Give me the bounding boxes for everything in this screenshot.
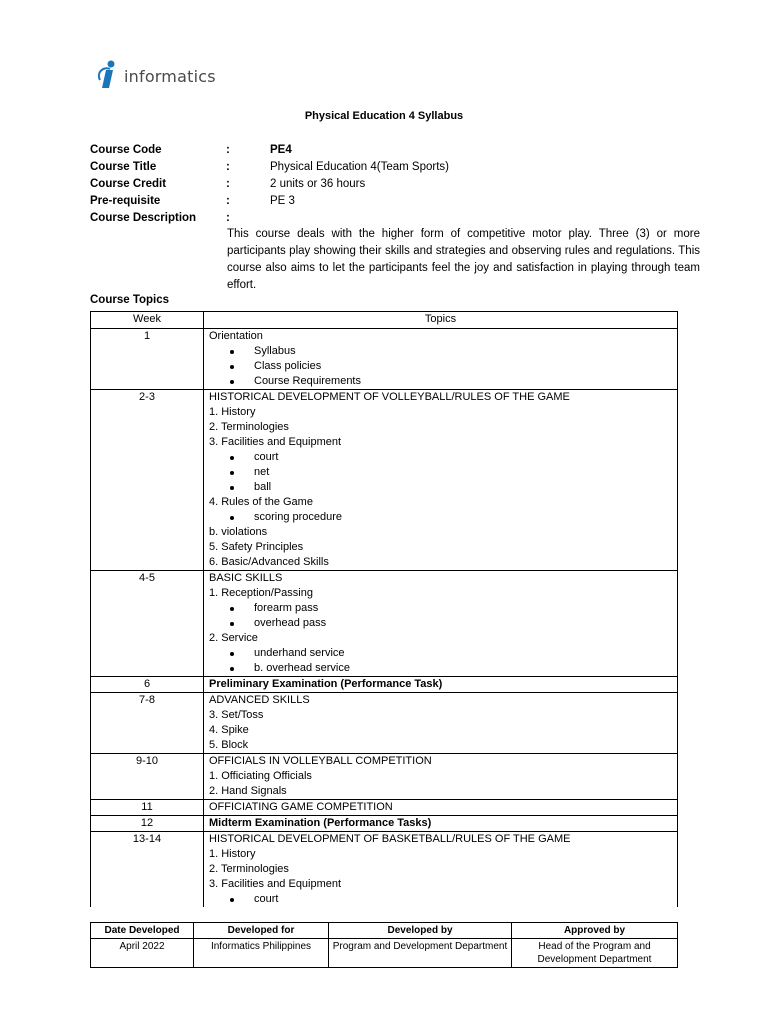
bullet-item: Course Requirements: [209, 374, 672, 389]
topic-line: 5. Block: [209, 739, 249, 751]
topic-line: OFFICIALS IN VOLLEYBALL COMPETITION: [209, 755, 432, 767]
footer-value-row: [91, 939, 678, 968]
topic-line: 1. Officiating Officials: [209, 770, 312, 782]
topic-line: ADVANCED SKILLS: [209, 694, 310, 706]
topics-cell: [204, 800, 678, 816]
course-info-colon: :: [226, 144, 230, 156]
week-cell: 2-3: [91, 390, 204, 571]
logo-mark-icon: [96, 60, 122, 90]
topics-header: Topics: [204, 312, 678, 329]
course-info-colon: :: [226, 161, 230, 173]
footer-header-approved: Approved by: [512, 923, 678, 939]
logo-text: informatics: [124, 67, 216, 86]
table-row: [91, 329, 678, 390]
course-topics-label: Course Topics: [90, 294, 170, 306]
topic-line: BASIC SKILLS: [209, 572, 283, 584]
topic-line: Preliminary Examination (Performance Task): [209, 678, 443, 690]
week-cell: 7-8: [91, 693, 204, 754]
week-header: Week: [91, 312, 204, 329]
topic-line: 1. History: [209, 406, 256, 418]
topic-line: HISTORICAL DEVELOPMENT OF VOLLEYBALL/RULES OF THE GAME: [209, 391, 570, 403]
course-topics-table: [90, 311, 678, 907]
course-info-label: Pre-requisite: [90, 195, 161, 207]
document-footer-table: [90, 922, 678, 968]
course-info-label: Course Description: [90, 212, 197, 224]
week-cell: 12: [91, 816, 204, 832]
topic-line: 2. Terminologies: [209, 421, 289, 433]
topics-cell: [204, 832, 678, 908]
footer-header-row: [91, 923, 678, 939]
table-row: [91, 800, 678, 816]
course-info-colon: :: [226, 178, 230, 190]
bullet-item: Syllabus: [209, 344, 672, 359]
topic-line: 4. Rules of the Game: [209, 496, 313, 508]
bullet-item: ball: [209, 480, 672, 495]
topic-line: 4. Spike: [209, 724, 249, 736]
bullet-item: scoring procedure: [209, 510, 672, 525]
bullet-item: underhand service: [209, 646, 672, 661]
page-title: Physical Education 4 Syllabus: [304, 110, 464, 122]
topics-cell: [204, 816, 678, 832]
table-row: [91, 816, 678, 832]
topic-line: 2. Hand Signals: [209, 785, 287, 797]
week-cell: 1: [91, 329, 204, 390]
course-info-value: 2 units or 36 hours: [270, 178, 366, 190]
topics-cell: [204, 329, 678, 390]
table-row: [91, 832, 678, 908]
bullet-item: net: [209, 465, 672, 480]
informatics-logo: [96, 58, 246, 104]
bullet-item: court: [209, 450, 672, 465]
topics-cell: [204, 390, 678, 571]
course-info-value: Physical Education 4(Team Sports): [270, 161, 449, 173]
topic-line: 1. History: [209, 848, 256, 860]
topics-cell: [204, 571, 678, 677]
week-cell: 13-14: [91, 832, 204, 908]
topic-line: Midterm Examination (Performance Tasks): [209, 817, 432, 829]
course-info-label: Course Credit: [90, 178, 167, 190]
course-info-label: Course Title: [90, 161, 157, 173]
course-info-colon: :: [226, 195, 230, 207]
course-info-label: Course Code: [90, 144, 162, 156]
footer-header-for: Developed for: [194, 923, 329, 939]
topic-line: 3. Facilities and Equipment: [209, 436, 342, 448]
bullet-item: forearm pass: [209, 601, 672, 616]
week-cell: 11: [91, 800, 204, 816]
topics-cell: [204, 693, 678, 754]
topic-line: 3. Facilities and Equipment: [209, 878, 342, 890]
footer-date-value: April 2022: [91, 939, 194, 968]
week-cell: 9-10: [91, 754, 204, 800]
bullet-item: b. overhead service: [209, 661, 672, 676]
course-info-value: PE4: [270, 144, 292, 156]
footer-by-value: Program and Development Department: [329, 939, 512, 968]
course-info-value: PE 3: [270, 195, 295, 207]
bullet-item: overhead pass: [209, 616, 672, 631]
topic-line: 5. Safety Principles: [209, 541, 304, 553]
table-row: [91, 677, 678, 693]
topic-line: 2. Terminologies: [209, 863, 289, 875]
table-header-row: [91, 312, 678, 329]
week-cell: 6: [91, 677, 204, 693]
topic-line: Orientation: [209, 330, 263, 342]
table-row: [91, 693, 678, 754]
course-description: This course deals with the higher form of competitive motor play. Three (3) or more participants play showing their skills and strategies and observing rules and regulations. This course also aims to let the participants feel the joy and satisfaction in playing through team effort.: [227, 228, 700, 291]
topic-line: HISTORICAL DEVELOPMENT OF BASKETBALL/RULES OF THE GAME: [209, 833, 571, 845]
footer-for-value: Informatics Philippines: [194, 939, 329, 968]
topics-cell: [204, 677, 678, 693]
footer-header-date: Date Developed: [91, 923, 194, 939]
topic-line: 1. Reception/Passing: [209, 587, 313, 599]
bullet-item: Class policies: [209, 359, 672, 374]
table-row: [91, 390, 678, 571]
topics-cell: [204, 754, 678, 800]
footer-header-by: Developed by: [329, 923, 512, 939]
footer-approved-value: Head of the Program and Development Department: [512, 939, 678, 968]
topic-line: b. violations: [209, 526, 268, 538]
topic-line: OFFICIATING GAME COMPETITION: [209, 801, 393, 813]
topic-line: 3. Set/Toss: [209, 709, 264, 721]
course-info-colon: :: [226, 212, 230, 224]
bullet-item: court: [209, 892, 672, 907]
topic-line: 2. Service: [209, 632, 258, 644]
topic-line: 6. Basic/Advanced Skills: [209, 556, 329, 568]
week-cell: 4-5: [91, 571, 204, 677]
table-row: [91, 571, 678, 677]
table-row: [91, 754, 678, 800]
